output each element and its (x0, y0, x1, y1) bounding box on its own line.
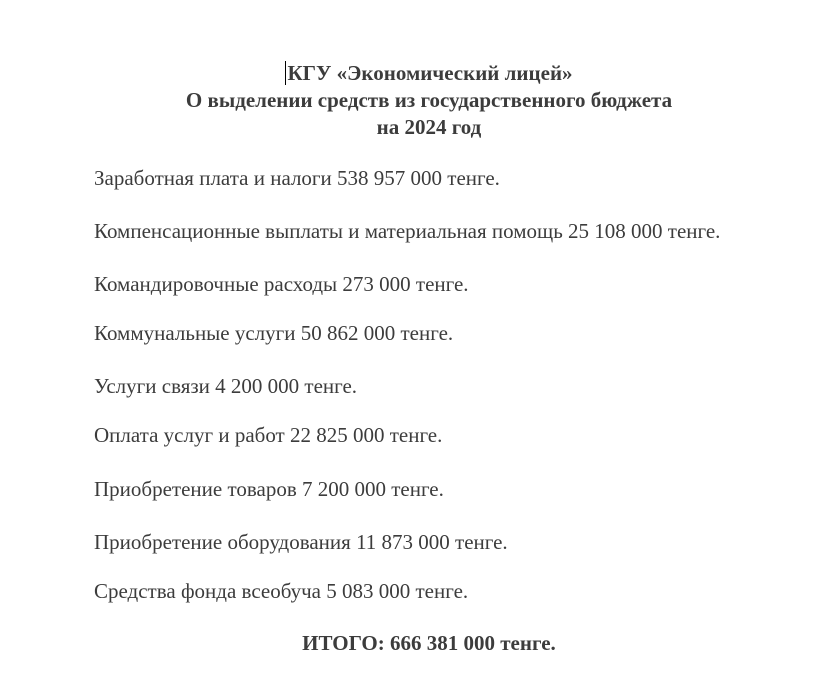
budget-total: ИТОГО: 666 381 000 тенге. (302, 631, 556, 655)
budget-item-equipment: Приобретение оборудования 11 873 000 тенге. (94, 530, 508, 554)
budget-item-utilities: Коммунальные услуги 50 862 000 тенге. (94, 321, 454, 345)
budget-item-travel: Командировочные расходы 273 000 тенге. (94, 272, 469, 296)
budget-item-communications: Услуги связи 4 200 000 тенге. (94, 374, 358, 398)
header-line-1[interactable] (0, 60, 824, 87)
budget-item-education-fund: Средства фонда всеобуча 5 083 000 тенге. (94, 579, 469, 603)
header-line-2: О выделении средств из государственного бюджета (185, 88, 673, 112)
budget-item-services: Оплата услуг и работ 22 825 000 тенге. (94, 423, 443, 447)
budget-item-salary: Заработная плата и налоги 538 957 000 тенге. (94, 166, 500, 190)
header-line-3: на 2024 год (376, 115, 482, 139)
budget-item-goods: Приобретение товаров 7 200 000 тенге. (94, 477, 444, 501)
budget-item-compensation: Компенсационные выплаты и материальная помощь 25 108 000 тенге. (94, 219, 721, 243)
organization-name: КГУ «Экономический лицей» (287, 61, 573, 85)
document-header (0, 60, 824, 141)
